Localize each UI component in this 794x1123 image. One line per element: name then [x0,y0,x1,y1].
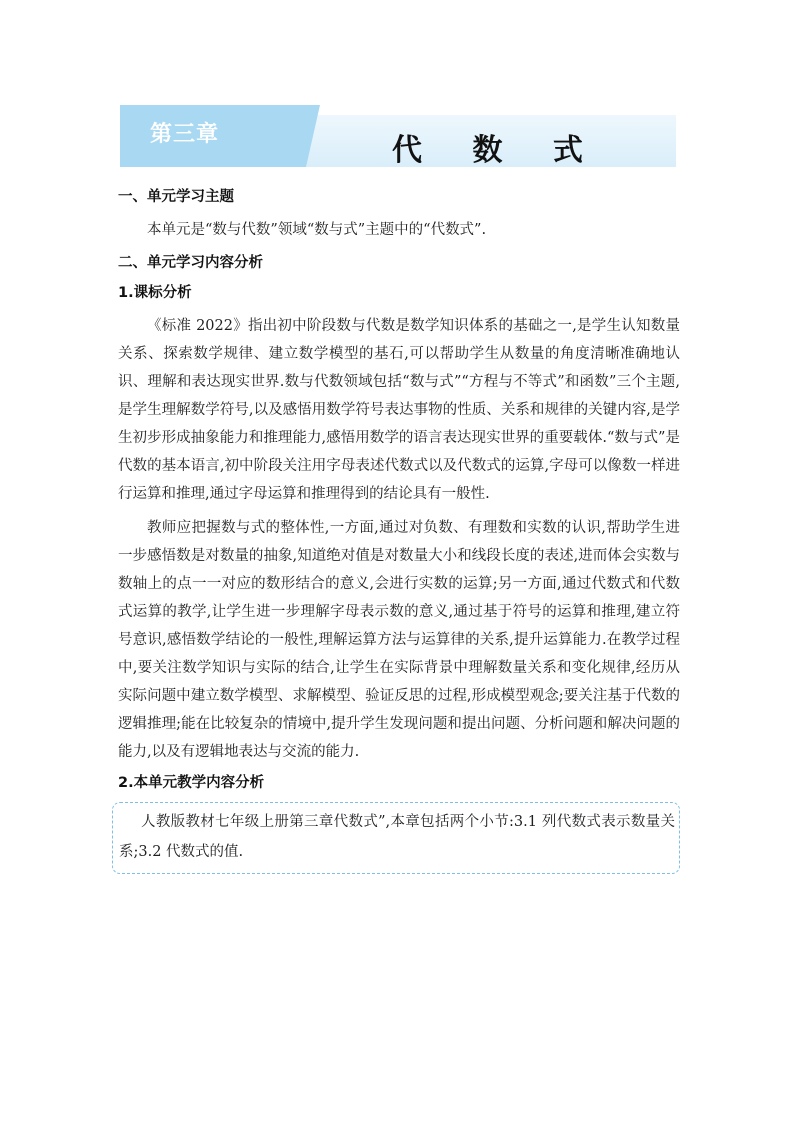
section-heading-theme: 一、单元学习主题 [118,189,234,205]
chapter-title: 代 数 式 [392,133,603,168]
chapter-tab [120,105,306,167]
subsection-heading-standard: 1.课标分析 [118,285,192,301]
theme-paragraph: 本单元是“数与代数”领域“数与式”主题中的“代数式”. [147,222,487,238]
standard-paragraph-2: 教师应把握数与式的整体性,一方面,通过对负数、有理数和实数的认识,帮助学生进一步感悟数是对数量的抽象,知道绝对值是对数量大小和线段长度的表述,进而体会实数与数轴上的点一一对应的数形结合的意义,会进行实数的运算;另一方面,通过代数式和代数式运算的教学,让学生进一步理解字母表示数的意义,通过基于符号的运算和推理,建立符号意识,感悟数学结论的一般性,理解运算方法与运算律的关系,提升运算能力.在教学过程中,要关注数学知识与实际的结合,让学生在实际背景中理解数量关系和变化规律,经历从实际问题中建立数学模型、求解模型、验证反思的过程,形成模型观念;要关注基于代数的逻辑推理;能在比较复杂的情境中,提升学生发现问题和提出问题、分析问题和解决问题的能力,以及有逻辑地表达与交流的能力. [118,520,680,760]
unit-content-box [112,802,680,874]
section-heading-analysis: 二、单元学习内容分析 [118,255,263,271]
chapter-label: 第三章 [150,122,220,147]
chapter-tab-tail [306,105,320,167]
chapter-header [120,105,676,167]
document-body [118,186,680,874]
unit-content-paragraph: 人教版教材七年级上册第三章代数式”,本章包括两个小节:3.1 列代数式表示数量关系;3.2 代数式的值. [119,814,675,860]
standard-paragraph-1: 《标准 2022》指出初中阶段数与代数是数学知识体系的基础之一,是学生认知数量关系、探索数学规律、建立数学模型的基石,可以帮助学生从数量的角度清晰准确地认识、理解和表达现实世界.数与代数领域包括“数与式”“方程与不等式”和函数”三个主题,是学生理解数学符号,以及感悟用数学符号表达事物的性质、关系和规律的关键内容,是学生初步形成抽象能力和推理能力,感悟用数学的语言表达现实世界的重要载体.“数与式”是代数的基本语言,初中阶段关注用字母表述代数式以及代数式的运算,字母可以像数一样进行运算和推理,通过字母运算和推理得到的结论具有一般性. [118,318,680,502]
subsection-heading-unit-content: 2.本单元教学内容分析 [118,775,265,791]
